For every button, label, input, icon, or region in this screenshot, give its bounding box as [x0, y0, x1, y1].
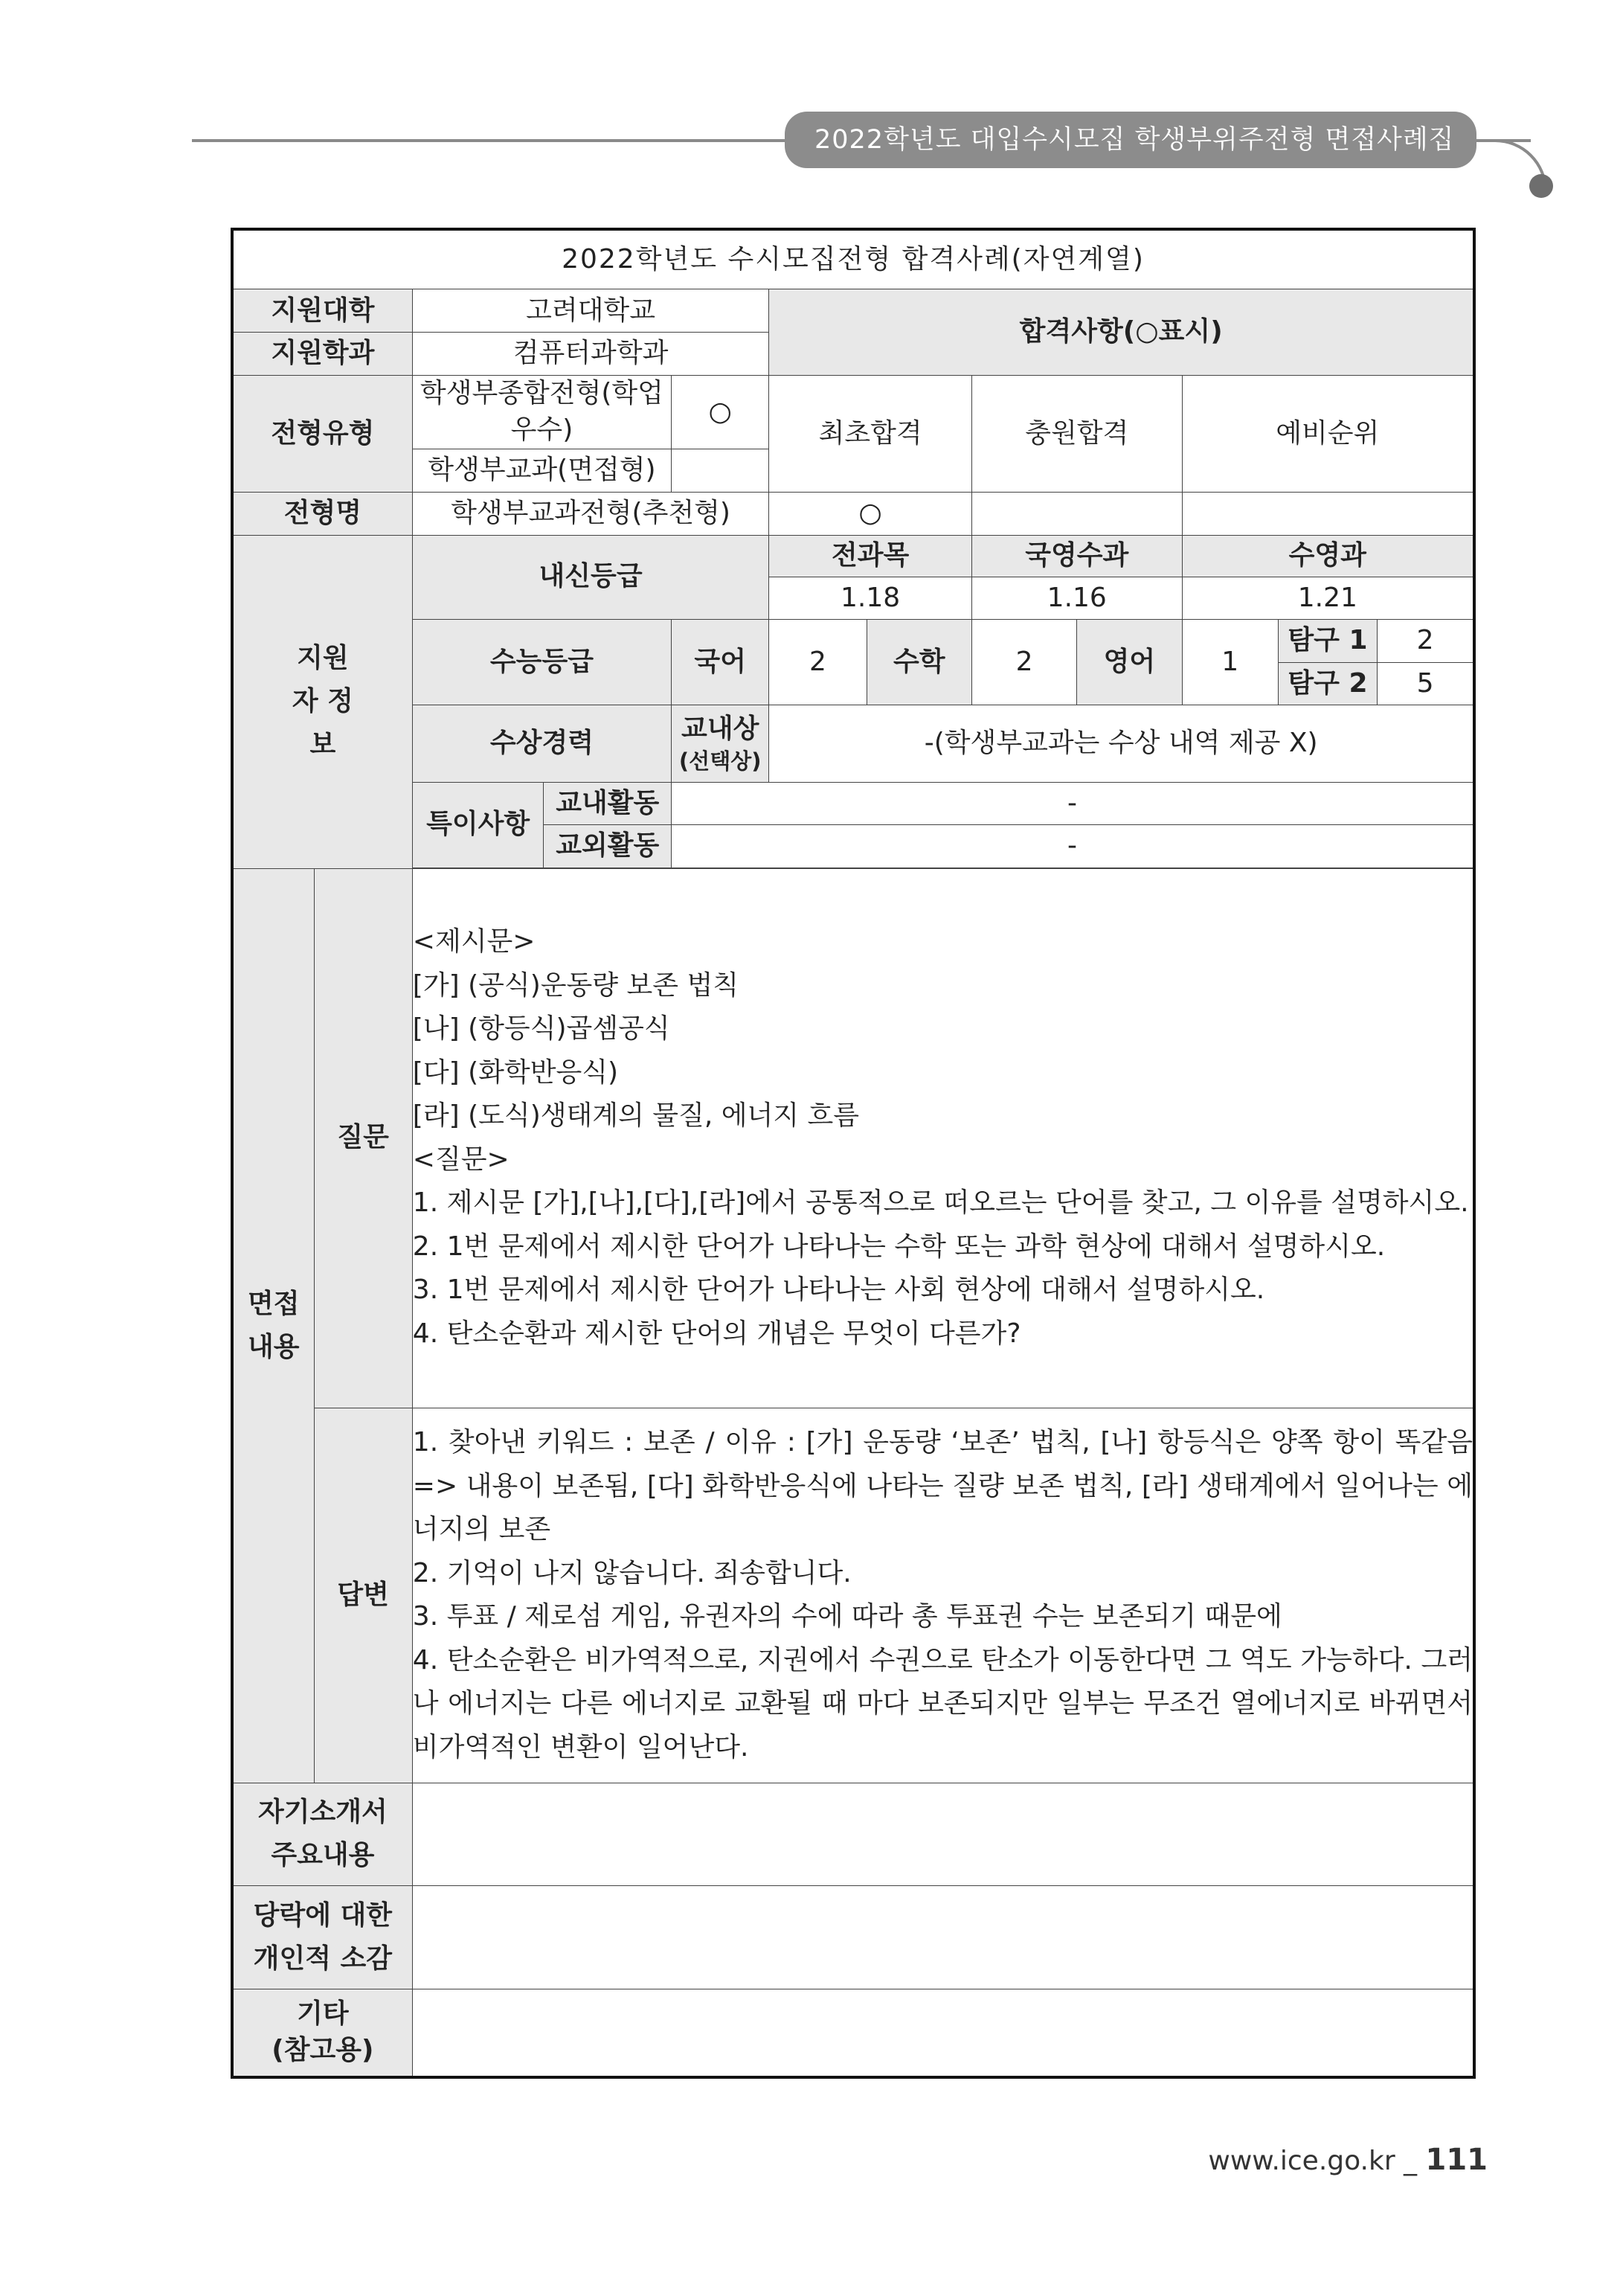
korean-grade: 2: [769, 619, 867, 705]
page-number: 111: [1425, 2143, 1488, 2177]
grade-col-all: 전과목: [769, 535, 972, 577]
answer-content: [412, 1408, 1474, 1783]
inquiry1-grade: 2: [1378, 619, 1474, 662]
question-line: [라] (도식)생태계의 물질, 에너지 흐름: [412, 1100, 860, 1132]
result-col-additional: 충원합격: [971, 375, 1182, 492]
answer-line: 4. 탄소순환은 비가역적으로, 지권에서 수권으로 탄소가 이동한다면 그 역도 가능하다. 그러나 에너지는 다른 에너지로 교환될 때 마다 보존되지만 일부는 무조건 열에너지로 바뀌면서 비가역적인 변환이 일어난다.: [412, 1644, 1473, 1763]
question-label: 질문: [314, 868, 412, 1408]
inquiry2-label: 탐구 2: [1278, 662, 1377, 705]
answer-line: 1. 찾아낸 키워드 : 보존 / 이유 : [가] 운동량 ‘보존’ 법칙, [나] 항등식은 양쪽 항이 똑같음=> 내용이 보존됨, [다] 화학반응식에 나타는 질량 보존 법칙, [라] 생태계에서 일어나는 에너지의 보존: [412, 1427, 1473, 1545]
applicant-info-label: [232, 535, 412, 868]
grade-label: 내신등급: [412, 535, 769, 619]
exam-name-label: 전형명: [232, 492, 412, 535]
grade-val-kems: 1.16: [971, 577, 1182, 620]
inquiry1-label: 탐구 1: [1278, 619, 1377, 662]
question-line: 3. 1번 문제에서 제시한 단어가 나타나는 사회 현상에 대해서 설명하시오.: [412, 1274, 1265, 1306]
outschool-value: -: [672, 825, 1474, 868]
award-type-sub: (선택상): [678, 748, 762, 775]
result-col-waitlist: 예비순위: [1182, 375, 1474, 492]
result-mark-waitlist: [1182, 492, 1474, 535]
answer-line: 3. 투표 / 제로섬 게임, 유권자의 수에 따라 총 투표권 수는 보존되기 때문에: [412, 1601, 1282, 1632]
university-value: 고려대학교: [412, 289, 769, 333]
etc-label-sub: (참고용): [271, 2034, 374, 2065]
header-dot-decoration: [1529, 174, 1553, 198]
opinion-value: [412, 1886, 1474, 1989]
math-grade: 2: [971, 619, 1076, 705]
result-mark-first: ○: [769, 492, 972, 535]
admission-case-table: [231, 228, 1476, 2079]
department-value: 컴퓨터과학과: [412, 333, 769, 376]
essay-value: [412, 1783, 1474, 1886]
english-grade: 1: [1182, 619, 1278, 705]
interview-label: [232, 868, 314, 1783]
result-col-first: 최초합격: [769, 375, 972, 492]
special-label: 특이사항: [412, 782, 544, 868]
essay-label-text: 자기소개서 주요내용: [257, 1797, 388, 1871]
answer-line: 2. 기억이 나지 않습니다. 죄송합니다.: [412, 1557, 852, 1588]
question-line: <제시문>: [412, 926, 536, 958]
type-label: 전형유형: [232, 375, 412, 492]
page-footer: [1208, 2143, 1488, 2177]
english-label: 영어: [1077, 619, 1182, 705]
opinion-label: [232, 1886, 412, 1989]
korean-label: 국어: [672, 619, 769, 705]
grade-val-mes: 1.21: [1182, 577, 1474, 620]
question-line: 4. 탄소순환과 제시한 단어의 개념은 무엇이 다른가?: [412, 1318, 1021, 1349]
question-line: [나] (항등식)곱셈공식: [412, 1013, 670, 1045]
etc-label: [232, 1989, 412, 2077]
document-title: 2022학년도 수시모집전형 합격사례(자연계열): [232, 229, 1474, 289]
inquiry2-grade: 5: [1378, 662, 1474, 705]
etc-value: [412, 1989, 1474, 2077]
department-label: 지원학과: [232, 333, 412, 376]
suneung-label: 수능등급: [412, 619, 671, 705]
exam-name-value: 학생부교과전형(추천형): [412, 492, 769, 535]
university-label: 지원대학: [232, 289, 412, 333]
question-line: [가] (공식)운동량 보존 법칙: [412, 969, 739, 1001]
grade-col-mes: 수영과: [1182, 535, 1474, 577]
inschool-label: 교내활동: [544, 782, 672, 825]
footer-site: www.ice.go.kr _: [1208, 2146, 1426, 2176]
type-option-subject-mark: [672, 449, 769, 493]
header-title: 2022학년도 대입수시모집 학생부위주전형 면접사례집: [785, 112, 1476, 168]
grade-col-kems: 국영수과: [971, 535, 1182, 577]
type-option-comprehensive: 학생부종합전형(학업우수): [412, 375, 671, 449]
applicant-info-text: 지원자 정보: [292, 643, 353, 760]
question-content: [412, 868, 1474, 1408]
award-label: 수상경력: [412, 705, 671, 782]
type-option-subject: 학생부교과(면접형): [412, 449, 671, 493]
result-label: 합격사항(○표시): [769, 289, 1474, 375]
result-mark-additional: [971, 492, 1182, 535]
opinion-label-text: 당락에 대한 개인적 소감: [253, 1900, 393, 1975]
type-option-comprehensive-mark: ○: [672, 375, 769, 449]
question-line: [다] (화학반응식): [412, 1056, 619, 1088]
math-label: 수학: [867, 619, 971, 705]
interview-label-text: 면접 내용: [247, 1288, 300, 1362]
award-type: [672, 705, 769, 782]
award-type-text: 교내상: [681, 713, 759, 744]
answer-label: 답변: [314, 1408, 412, 1783]
question-line: 1. 제시문 [가],[나],[다],[라]에서 공통적으로 떠오르는 단어를 찾고, 그 이유를 설명하시오.: [412, 1187, 1469, 1219]
award-value: -(학생부교과는 수상 내역 제공 X): [769, 705, 1474, 782]
grade-val-all: 1.18: [769, 577, 972, 620]
etc-label-text: 기타: [297, 1998, 349, 2030]
essay-label: [232, 1783, 412, 1886]
question-line: <질문>: [412, 1144, 510, 1175]
question-line: 2. 1번 문제에서 제시한 단어가 나타나는 수학 또는 과학 현상에 대해서 설명하시오.: [412, 1231, 1386, 1262]
inschool-value: -: [672, 782, 1474, 825]
outschool-label: 교외활동: [544, 825, 672, 868]
